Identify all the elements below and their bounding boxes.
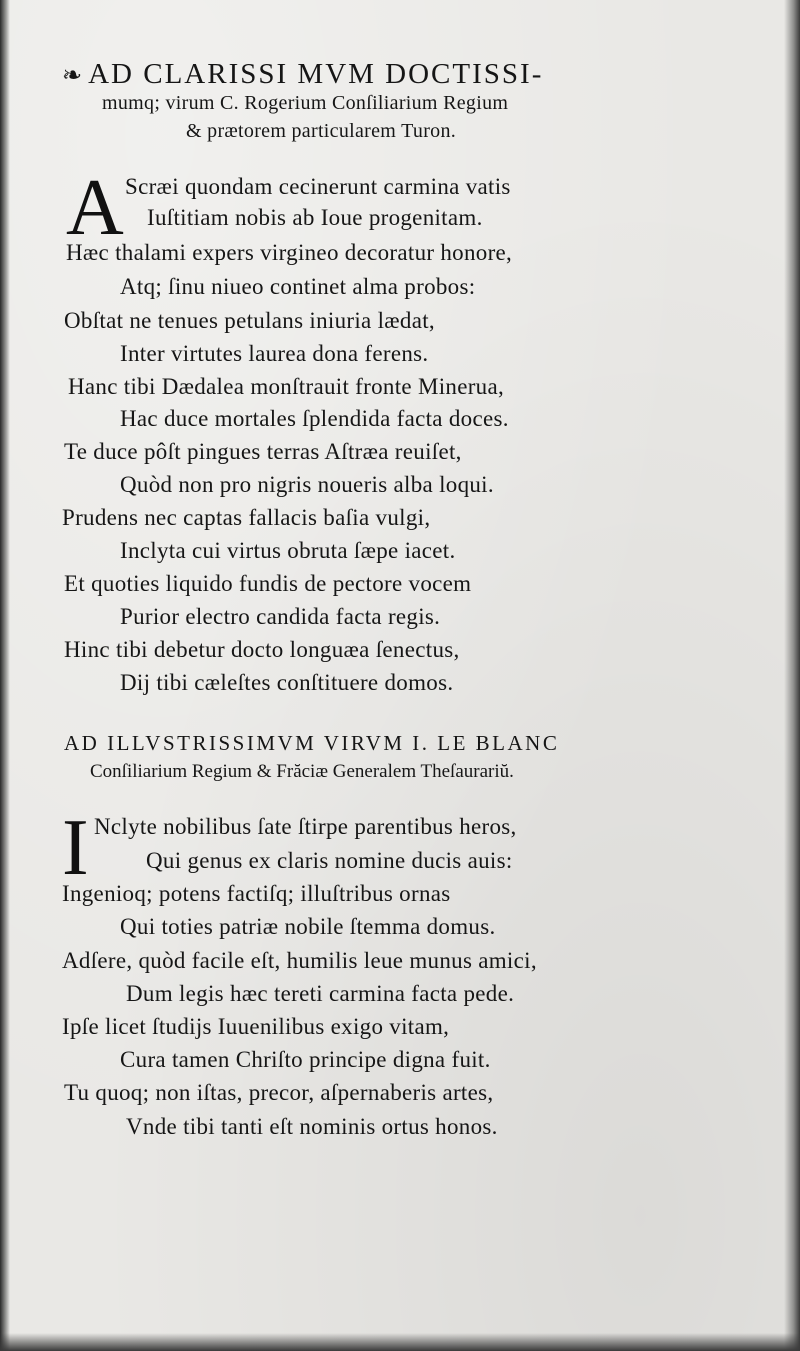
poem2-drop-cap: I: [62, 804, 89, 892]
poem2-line: Cura tamen Chriſto principe digna fuit.: [120, 1047, 491, 1072]
page-edge-left: [0, 0, 10, 1351]
poem1-line: Purior electro candida facta regis.: [120, 604, 441, 629]
poem1-line: Prudens nec captas fallacis baſia vulgi,: [62, 505, 431, 530]
poem1-line: Scræi quondam cecinerunt carmina vatis: [125, 174, 511, 199]
poem2-heading-caps: AD ILLVSTRISSIMVM VIRVM I. LE BLANC: [64, 731, 560, 755]
poem1-line: Obſtat ne tenues petulans iniuria lædat,: [64, 308, 435, 333]
poem1-line: Iuſtitiam nobis ab Ioue progenitam.: [147, 205, 483, 230]
poem2-line: Adſere, quòd facile eſt, humilis leue munus amici,: [62, 948, 537, 973]
poem2-line: Qui genus ex claris nomine ducis auis:: [146, 848, 513, 873]
poem1-line: Hæc thalami expers virgineo decoratur honore,: [66, 240, 513, 265]
page-edge-bottom: [0, 1333, 800, 1351]
poem2-line: Qui toties patriæ nobile ſtemma domus.: [120, 914, 496, 939]
poem1-line: Hanc tibi Dædalea monſtrauit fronte Minerua,: [68, 374, 505, 399]
poem1-line: Atq; ſinu niueo continet alma probos:: [120, 274, 476, 299]
poem2-line: Ingenioq; potens factiſq; illuſtribus ornas: [62, 881, 451, 906]
poem2-heading-line2: Conſiliarium Regium & Frăciæ Generalem Theſaurariŭ.: [90, 761, 514, 782]
page-edge-right: [784, 0, 800, 1351]
poem1-line: Hac duce mortales ſplendida facta doces.: [120, 406, 509, 431]
poem1-line: Dij tibi cæleſtes conſtituere domos.: [120, 670, 454, 695]
poem1-heading: [62, 58, 543, 91]
poem2-line: Vnde tibi tanti eſt nominis ortus honos.: [126, 1114, 498, 1139]
poem1-drop-cap: A: [66, 164, 124, 252]
poem1-heading-caps: AD CLARISSI MVM DOCTISSI-: [88, 58, 544, 90]
poem2-line: Dum legis hæc tereti carmina facta pede.: [126, 981, 515, 1006]
poem1-line: Et quoties liquido fundis de pectore vocem: [64, 571, 472, 596]
poem2-line: Tu quoq; non iſtas, precor, aſpernaberis artes,: [64, 1080, 494, 1105]
poem1-heading-line3: & prætorem particularem Turon.: [186, 120, 457, 142]
poem2-line: Ipſe licet ſtudijs Iuuenilibus exigo vitam,: [62, 1014, 450, 1039]
poem1-line: Inclyta cui virtus obruta ſæpe iacet.: [120, 538, 456, 563]
fleuron-icon: ❧: [62, 63, 85, 89]
poem2-line: Nclyte nobilibus ſate ſtirpe parentibus heros,: [94, 814, 517, 839]
poem1-line: Inter virtutes laurea dona ferens.: [120, 341, 429, 366]
poem1-line: Te duce pôſt pingues terras Aſtræa reuiſet,: [64, 439, 462, 464]
poem1-line: Hinc tibi debetur docto longuæa ſenectus,: [64, 637, 460, 662]
poem1-line: Quòd non pro nigris noueris alba loqui.: [120, 472, 494, 497]
poem1-heading-line2: mumq; virum C. Rogerium Conſiliarium Regium: [102, 92, 509, 114]
